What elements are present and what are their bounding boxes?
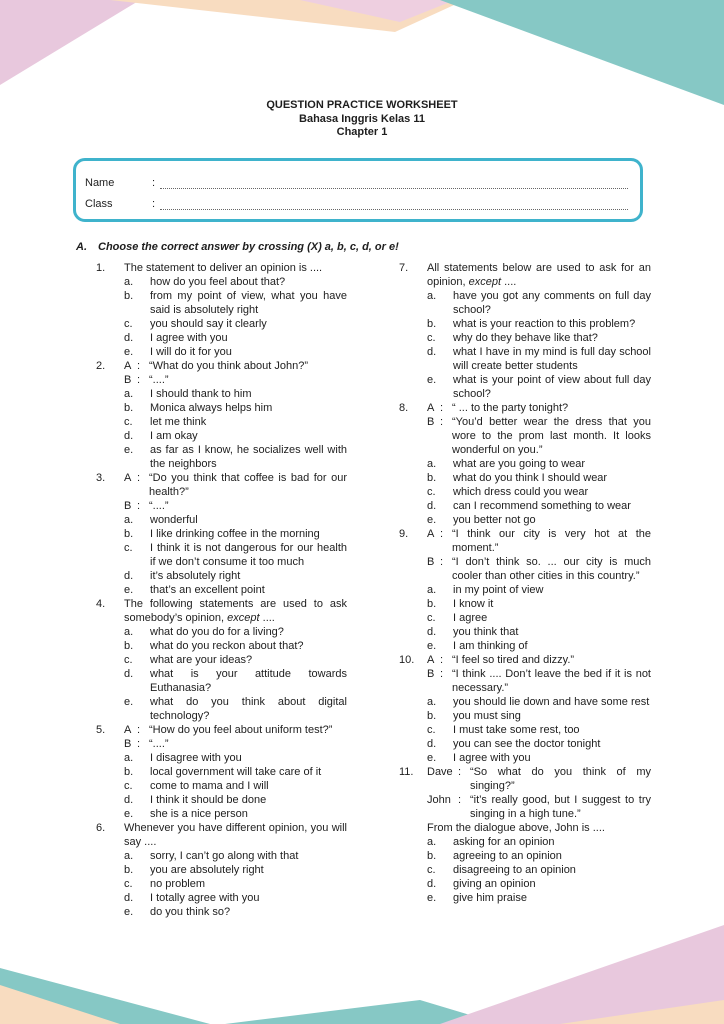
question-number: 8. (399, 402, 409, 414)
dialog-speaker: A (124, 472, 132, 484)
dialog-colon: : (458, 766, 462, 778)
answer-option[interactable] (124, 849, 347, 863)
student-identity-box (73, 158, 643, 222)
dialog-speaker: B (124, 738, 132, 750)
option-letter: d. (124, 892, 134, 904)
option-text: give him praise (453, 892, 527, 904)
option-letter: c. (427, 724, 436, 736)
option-letter: b. (427, 598, 437, 610)
answer-option[interactable] (427, 639, 651, 653)
answer-option[interactable] (427, 737, 651, 751)
option-text: I know it (453, 598, 494, 610)
name-row (85, 175, 628, 189)
option-text: I am thinking of (453, 640, 528, 652)
option-text: I think it is not dangerous for our health if we don’t consume it too much (150, 542, 347, 568)
dialog-text: “it’s really good, but I suggest to try singing in a high tune.” (470, 794, 651, 820)
question-4 (96, 597, 347, 723)
answer-option[interactable] (427, 317, 651, 331)
option-text: you can see the doctor tonight (453, 738, 601, 750)
option-text: I like drinking coffee in the morning (150, 528, 320, 540)
dialog-text: “I feel so tired and dizzy.” (452, 654, 575, 666)
option-letter: a. (124, 752, 134, 764)
question-body (124, 723, 347, 821)
option-letter: a. (124, 626, 134, 638)
answer-option[interactable] (427, 723, 651, 737)
dialog-colon: : (137, 500, 141, 512)
answer-option[interactable] (124, 793, 347, 807)
question-5 (96, 723, 347, 821)
option-letter: a. (124, 850, 134, 862)
dialog-line (427, 765, 651, 793)
option-text: giving an opinion (453, 878, 536, 890)
option-text: agreeing to an opinion (453, 850, 562, 862)
option-letter: d. (124, 430, 134, 442)
option-letter: c. (427, 332, 436, 344)
option-text: Monica always helps him (150, 402, 273, 414)
question-number: 4. (96, 598, 106, 610)
question-3 (96, 471, 347, 597)
section-instruction: Choose the correct answer by crossing (X) a, b, c, d, or e! (98, 241, 399, 253)
answer-option[interactable] (427, 331, 651, 345)
option-letter: c. (124, 318, 133, 330)
answer-option[interactable] (124, 275, 347, 289)
dialog-text: “What do you think about John?” (149, 360, 308, 372)
option-letter: c. (124, 542, 133, 554)
question-stem-text: The following statements are used to ask somebody’s opinion, (124, 598, 347, 624)
option-text: come to mama and I will (150, 780, 269, 792)
worksheet-title: QUESTION PRACTICE WORKSHEET (266, 99, 458, 111)
question-6 (96, 821, 347, 919)
dialog-text: “So what do you think of my singing?” (470, 766, 651, 792)
answer-option[interactable] (427, 583, 651, 597)
dialog-colon: : (440, 402, 444, 414)
question-number: 7. (399, 262, 409, 274)
option-letter: d. (124, 668, 134, 680)
answer-option[interactable] (427, 863, 651, 877)
option-letter: e. (427, 374, 437, 386)
option-letter: e. (124, 346, 134, 358)
dialog-speaker: B (124, 500, 132, 512)
option-text: wonderful (150, 514, 198, 526)
option-text: what are your ideas? (150, 654, 253, 666)
question-body (427, 261, 651, 401)
questions-right-column (399, 261, 651, 905)
option-text: you think that (453, 626, 519, 638)
answer-option[interactable] (124, 443, 347, 471)
option-text: you should say it clearly (150, 318, 267, 330)
option-text: you must sing (453, 710, 521, 722)
answer-option[interactable] (427, 709, 651, 723)
option-letter: d. (427, 500, 437, 512)
option-letter: a. (124, 514, 134, 526)
question-11 (399, 765, 651, 905)
option-text: can I recommend something to wear (453, 500, 631, 512)
dialog-colon: : (440, 416, 444, 428)
answer-option[interactable] (124, 331, 347, 345)
question-body (427, 527, 651, 653)
answer-option[interactable] (124, 891, 347, 905)
option-text: I am okay (150, 430, 198, 442)
answer-option[interactable] (427, 695, 651, 709)
option-text: have you got any comments on full day school? (453, 290, 651, 316)
answer-option[interactable] (427, 373, 651, 401)
question-prompt: From the dialogue above, John is .... (427, 822, 605, 834)
option-letter: d. (124, 570, 134, 582)
answer-option[interactable] (124, 863, 347, 877)
option-letter: e. (427, 640, 437, 652)
option-letter: c. (124, 654, 133, 666)
dialog-speaker: B (427, 668, 435, 680)
dialog-text: “You’d better wear the dress that you wore to the prom last month. It looks wonderful on you.” (452, 416, 651, 456)
question-number: 10. (399, 654, 415, 666)
answer-option[interactable] (124, 541, 347, 569)
answer-option[interactable] (124, 513, 347, 527)
option-letter: d. (427, 878, 437, 890)
name-colon: : (152, 177, 156, 189)
option-text: I will do it for you (150, 346, 232, 358)
option-text: disagreeing to an opinion (453, 864, 576, 876)
question-number: 3. (96, 472, 106, 484)
option-letter: d. (427, 346, 437, 358)
question-number: 5. (96, 724, 106, 736)
answer-option[interactable] (124, 289, 347, 317)
dialog-colon: : (458, 794, 462, 806)
question-stem (124, 261, 347, 275)
question-number: 1. (96, 262, 106, 274)
answer-option[interactable] (124, 905, 347, 919)
option-text: what do you think I should wear (453, 472, 608, 484)
answer-option[interactable] (427, 345, 651, 373)
dialog-line (427, 527, 651, 555)
answer-option[interactable] (427, 513, 651, 527)
option-letter: a. (124, 388, 134, 400)
question-body (124, 471, 347, 597)
question-stem-emphasis: except (468, 276, 502, 288)
option-text: asking for an opinion (453, 836, 555, 848)
question-2 (96, 359, 347, 471)
dialog-text: “....” (149, 738, 169, 750)
option-letter: c. (427, 864, 436, 876)
answer-option[interactable] (124, 387, 347, 401)
answer-option[interactable] (124, 695, 347, 723)
dialog-colon: : (440, 528, 444, 540)
dialog-text: “....” (149, 500, 169, 512)
question-stem-text: The statement to deliver an opinion is .... (124, 262, 323, 274)
option-text: what is your reaction to this problem? (453, 318, 636, 330)
option-text: that’s an excellent point (150, 584, 265, 596)
class-colon: : (152, 198, 156, 210)
dialog-speaker: John (427, 794, 451, 806)
dialog-colon: : (137, 374, 141, 386)
dialog-line (124, 373, 347, 387)
answer-option[interactable] (124, 639, 347, 653)
option-letter: b. (427, 710, 437, 722)
section-letter: A. (76, 241, 87, 253)
question-stem-text: Whenever you have different opinion, you will say .... (124, 822, 347, 848)
dialog-colon: : (440, 654, 444, 666)
dialog-text: “I don’t think so. ... our city is much cooler than other cities in this country.” (452, 556, 651, 582)
question-number: 9. (399, 528, 409, 540)
question-number: 6. (96, 822, 106, 834)
worksheet-header (0, 99, 724, 140)
question-stem (124, 821, 347, 849)
answer-option[interactable] (427, 891, 651, 905)
answer-option[interactable] (124, 317, 347, 331)
answer-option[interactable] (427, 625, 651, 639)
question-9 (399, 527, 651, 653)
option-text: let me think (150, 416, 207, 428)
question-stem (124, 597, 347, 625)
answer-option[interactable] (427, 457, 651, 471)
dialog-colon: : (137, 724, 141, 736)
question-7 (399, 261, 651, 401)
option-text: I must take some rest, too (453, 724, 580, 736)
option-letter: b. (124, 766, 134, 778)
question-body (427, 653, 651, 765)
option-letter: e. (124, 584, 134, 596)
question-body (427, 401, 651, 527)
option-letter: b. (124, 528, 134, 540)
dialog-text: “I think .... Don’t leave the bed if it is not necessary.” (452, 668, 651, 694)
dialog-line (124, 737, 347, 751)
option-letter: c. (124, 780, 133, 792)
answer-option[interactable] (124, 667, 347, 695)
option-text: what is your point of view about full day school? (453, 374, 651, 400)
option-text: from my point of view, what you have said is absolutely right (150, 290, 347, 316)
dialog-speaker: B (427, 416, 435, 428)
dialog-speaker: B (124, 374, 132, 386)
question-body (427, 765, 651, 905)
option-text: I agree with you (453, 752, 531, 764)
option-text: I disagree with you (150, 752, 242, 764)
answer-option[interactable] (124, 415, 347, 429)
option-letter: a. (427, 696, 437, 708)
dialog-line (124, 499, 347, 513)
option-letter: a. (427, 290, 437, 302)
answer-option[interactable] (124, 653, 347, 667)
option-letter: d. (427, 738, 437, 750)
class-row (85, 196, 628, 210)
option-text: what do you reckon about that? (150, 640, 304, 652)
dialog-colon: : (137, 360, 141, 372)
question-number: 2. (96, 360, 106, 372)
answer-option[interactable] (427, 751, 651, 765)
option-letter: e. (124, 444, 134, 456)
option-text: what do you think about digital technology? (150, 696, 347, 722)
class-field[interactable] (160, 200, 628, 210)
dialog-text: “Do you think that coffee is bad for our health?” (149, 472, 347, 498)
option-text: I agree with you (150, 332, 228, 344)
dialog-colon: : (440, 668, 444, 680)
option-text: how do you feel about that? (150, 276, 286, 288)
answer-option[interactable] (427, 485, 651, 499)
answer-option[interactable] (124, 345, 347, 359)
option-letter: e. (427, 752, 437, 764)
option-letter: b. (124, 864, 134, 876)
dialog-colon: : (137, 472, 141, 484)
option-text: local government will take care of it (150, 766, 322, 778)
option-letter: b. (427, 318, 437, 330)
answer-option[interactable] (124, 527, 347, 541)
dialog-text: “....” (149, 374, 169, 386)
dialog-line (427, 667, 651, 695)
question-stem (427, 261, 651, 289)
question-body (124, 821, 347, 919)
answer-option[interactable] (427, 289, 651, 317)
option-text: I totally agree with you (150, 892, 260, 904)
dialog-line (124, 471, 347, 499)
answer-option[interactable] (124, 569, 347, 583)
option-letter: b. (124, 402, 134, 414)
option-text: as far as I know, he socializes well with the neighbors (150, 444, 347, 470)
option-letter: b. (427, 472, 437, 484)
dialog-line (427, 415, 651, 457)
dialog-line (427, 793, 651, 821)
option-letter: e. (124, 808, 134, 820)
questions-left-column (96, 261, 347, 919)
option-letter: a. (427, 836, 437, 848)
worksheet-chapter: Chapter 1 (336, 126, 388, 138)
name-label: Name (85, 177, 115, 189)
option-letter: c. (427, 612, 436, 624)
answer-option[interactable] (427, 499, 651, 513)
answer-option[interactable] (124, 429, 347, 443)
dialog-line (427, 401, 651, 415)
option-letter: b. (124, 290, 134, 302)
option-letter: c. (124, 878, 133, 890)
option-text: you should lie down and have some rest (453, 696, 650, 708)
option-text: in my point of view (453, 584, 544, 596)
option-letter: d. (427, 626, 437, 638)
dialog-line (124, 359, 347, 373)
dialog-speaker: Dave (427, 766, 453, 778)
option-letter: e. (124, 906, 134, 918)
option-letter: b. (427, 850, 437, 862)
worksheet-subtitle: Bahasa Inggris Kelas 11 (299, 112, 425, 125)
question-1 (96, 261, 347, 359)
answer-option[interactable] (427, 849, 651, 863)
dialog-speaker: A (427, 528, 435, 540)
name-field[interactable] (160, 179, 628, 189)
option-text: I agree (453, 612, 488, 624)
option-letter: d. (124, 332, 134, 344)
dialog-colon: : (137, 738, 141, 750)
option-text: why do they behave like that? (453, 332, 598, 344)
answer-option[interactable] (124, 807, 347, 821)
option-letter: e. (427, 514, 437, 526)
option-letter: e. (427, 892, 437, 904)
answer-option[interactable] (427, 471, 651, 485)
answer-option[interactable] (427, 611, 651, 625)
dialog-text: “How do you feel about uniform test?” (149, 724, 333, 736)
question-10 (399, 653, 651, 765)
option-letter: a. (124, 276, 134, 288)
answer-option[interactable] (427, 835, 651, 849)
dialog-text: “I think our city is very hot at the moment.” (452, 528, 651, 554)
option-text: which dress could you wear (453, 486, 589, 498)
question-stem-end: .... (259, 612, 275, 624)
option-letter: d. (124, 794, 134, 806)
answer-option[interactable] (427, 877, 651, 891)
dialog-speaker: A (124, 360, 132, 372)
answer-option[interactable] (124, 751, 347, 765)
option-text: what is your attitude towards Euthanasia? (150, 668, 347, 694)
option-text: she is a nice person (150, 808, 248, 820)
dialog-speaker: A (124, 724, 132, 736)
option-letter: e. (124, 696, 134, 708)
answer-option[interactable] (124, 583, 347, 597)
option-text: you better not go (453, 514, 536, 526)
option-letter: a. (427, 584, 437, 596)
answer-option[interactable] (124, 625, 347, 639)
dialog-text: “ ... to the party tonight? (452, 402, 569, 414)
answer-option[interactable] (124, 779, 347, 793)
answer-option[interactable] (427, 597, 651, 611)
question-number: 11. (399, 766, 414, 778)
option-letter: c. (124, 416, 133, 428)
option-text: what do you do for a living? (150, 626, 284, 638)
dialog-line (427, 555, 651, 583)
option-letter: c. (427, 486, 436, 498)
option-text: it’s absolutely right (150, 570, 241, 582)
option-text: I should thank to him (150, 388, 252, 400)
answer-option[interactable] (124, 877, 347, 891)
option-text: do you think so? (150, 906, 231, 918)
dialog-line (427, 653, 651, 667)
question-body (124, 261, 347, 359)
option-text: no problem (150, 878, 206, 890)
question-body (124, 597, 347, 723)
answer-option[interactable] (124, 401, 347, 415)
class-label: Class (85, 198, 113, 210)
option-letter: a. (427, 458, 437, 470)
question-stem-end: .... (501, 276, 517, 288)
section-heading (76, 241, 399, 253)
question-stem-text: All statements below are used to ask for an opinion, (427, 262, 651, 288)
dialog-colon: : (440, 556, 444, 568)
option-text: what are you going to wear (453, 458, 586, 470)
question-8 (399, 401, 651, 527)
dialog-speaker: B (427, 556, 435, 568)
dialog-speaker: A (427, 402, 435, 414)
option-text: what I have in my mind is full day school will create better students (453, 346, 651, 372)
option-text: you are absolutely right (150, 864, 264, 876)
question-stem-emphasis: except (227, 612, 260, 624)
answer-option[interactable] (124, 765, 347, 779)
option-text: sorry, I can’t go along with that (150, 850, 299, 862)
dialog-line (124, 723, 347, 737)
dialog-speaker: A (427, 654, 435, 666)
option-text: I think it should be done (150, 794, 267, 806)
option-letter: b. (124, 640, 134, 652)
question-body (124, 359, 347, 471)
